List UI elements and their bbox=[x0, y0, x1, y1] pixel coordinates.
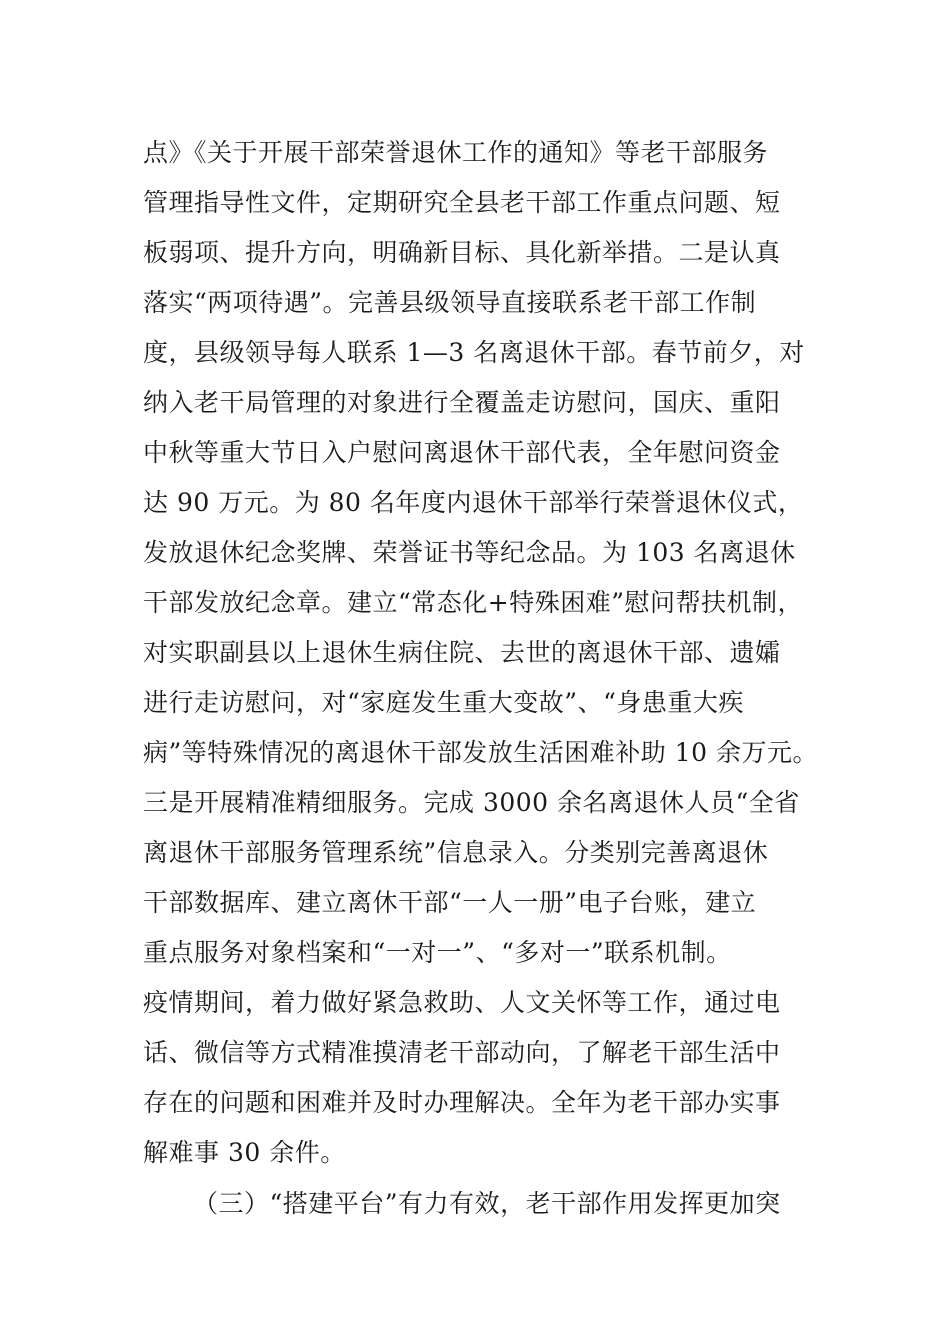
text-line-18: 疫情期间，着力做好紧急救助、人文关怀等工作，通过电 bbox=[143, 988, 781, 1017]
text-line-6: 纳入老干局管理的对象进行全覆盖走访慰问，国庆、重阳 bbox=[143, 388, 781, 417]
section-heading: （三）“搭建平台”有力有效，老干部作用发挥更加突 bbox=[193, 1189, 781, 1218]
text-line-21: 解难事 30 余件。 bbox=[143, 1138, 346, 1167]
text-line-11: 对实职副县以上退休生病住院、去世的离退休干部、遗孀 bbox=[143, 638, 781, 667]
text-line-12: 进行走访慰问，对“家庭发生重大变故”、“身患重大疾 bbox=[143, 688, 744, 717]
text-line-3: 板弱项、提升方向，明确新目标、具化新举措。二是认真 bbox=[143, 238, 781, 267]
text-line-4: 落实“两项待遇”。完善县级领导直接联系老干部工作制 bbox=[143, 288, 757, 317]
text-line-2: 管理指导性文件，定期研究全县老干部工作重点问题、短 bbox=[143, 188, 781, 217]
body-text bbox=[143, 128, 843, 1229]
text-line-8: 达 90 万元。为 80 名年度内退休干部举行荣誉退休仪式， bbox=[143, 488, 804, 517]
text-line-19: 话、微信等方式精准摸清老干部动向，了解老干部生活中 bbox=[143, 1038, 781, 1067]
text-line-1: 点》《关于开展干部荣誉退休工作的通知》等老干部服务 bbox=[143, 138, 769, 167]
text-line-17: 重点服务对象档案和“一对一”、“多对一”联系机制。 bbox=[143, 938, 732, 967]
text-line-5: 度，县级领导每人联系 1—3 名离退休干部。春节前夕，对 bbox=[143, 338, 805, 367]
text-line-14: 三是开展精准精细服务。完成 3000 余名离退休人员“全省 bbox=[143, 788, 800, 817]
text-line-7: 中秋等重大节日入户慰问离退休干部代表，全年慰问资金 bbox=[143, 438, 781, 467]
text-line-20: 存在的问题和困难并及时办理解决。全年为老干部办实事 bbox=[143, 1088, 781, 1117]
text-line-15: 离退休干部服务管理系统”信息录入。分类别完善离退休 bbox=[143, 838, 769, 867]
text-line-13: 病”等特殊情况的离退休干部发放生活困难补助 10 余万元。 bbox=[143, 738, 818, 767]
text-line-16: 干部数据库、建立离休干部“一人一册”电子台账，建立 bbox=[143, 888, 757, 917]
text-line-10: 干部发放纪念章。建立“常态化+特殊困难”慰问帮扶机制， bbox=[143, 588, 804, 617]
text-line-9: 发放退休纪念奖牌、荣誉证书等纪念品。为 103 名离退休 bbox=[143, 538, 796, 567]
